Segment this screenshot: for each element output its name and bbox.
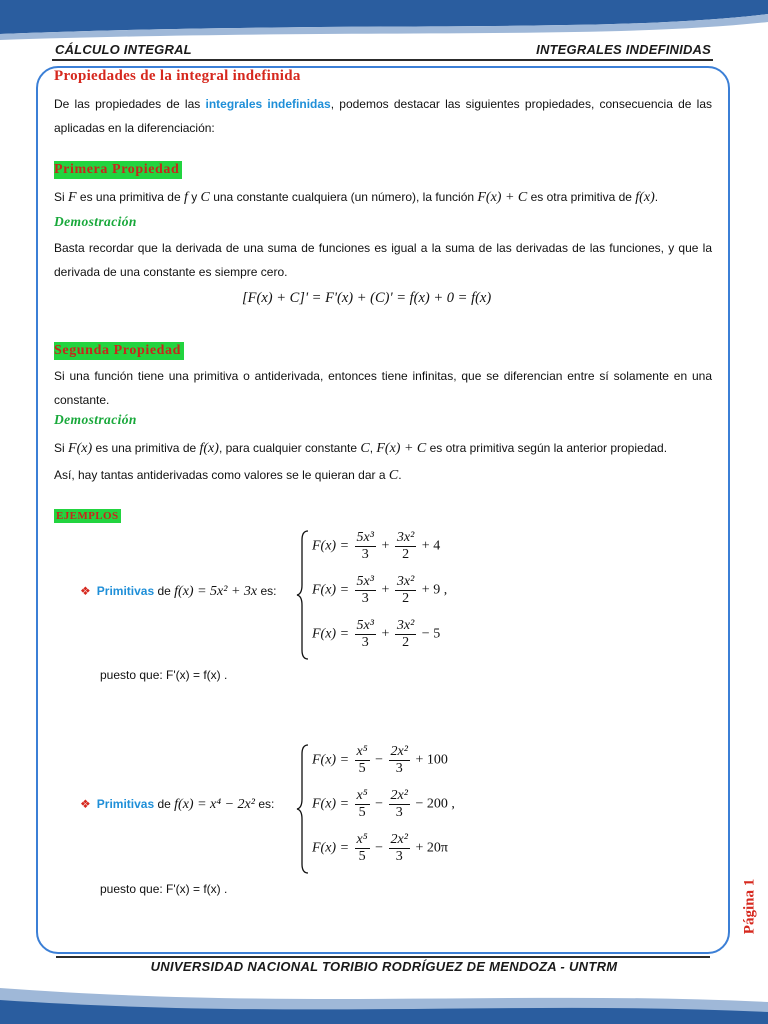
frac-num: x⁵ xyxy=(356,744,368,759)
example-2-brace xyxy=(296,744,310,874)
example-1-function: f(x) = 5x² + 3x xyxy=(174,584,258,599)
p1-math-fx: f(x) xyxy=(635,190,655,205)
example-1-de: de xyxy=(154,584,175,598)
frac-den: 3 xyxy=(395,849,403,864)
p1-math-F: F xyxy=(68,190,77,205)
intro-highlight: integrales indefinidas xyxy=(205,97,331,111)
p2-math-fx: f(x) xyxy=(199,441,219,456)
row-op: − xyxy=(375,752,384,768)
row-lhs: F(x) = xyxy=(312,796,350,812)
row-op: + xyxy=(381,538,390,554)
fraction xyxy=(355,530,376,563)
row-op: − xyxy=(375,840,384,856)
frac-den: 5 xyxy=(358,761,366,776)
frac-num: 3x² xyxy=(396,530,415,545)
row-op: + xyxy=(381,626,390,642)
p1-text-6: . xyxy=(654,190,659,204)
example-2-row xyxy=(312,744,448,777)
frac-den: 3 xyxy=(361,547,369,562)
frac-den: 2 xyxy=(402,635,410,650)
second-demo-line-1 xyxy=(54,436,712,461)
example-1-row xyxy=(312,618,440,651)
p1-text-4: una constante cualquiera (un número), la función xyxy=(209,190,478,204)
frac-den: 2 xyxy=(402,547,410,562)
intro-text-end: , podemos destacar las siguientes propiedades, consecuencia de las aplicadas en la diferenciación: xyxy=(54,97,712,135)
fraction xyxy=(389,744,410,777)
frac-num: 3x² xyxy=(396,574,415,589)
p2-math-Fx: F(x) xyxy=(68,441,93,456)
footer-wave-band xyxy=(0,980,768,1024)
p1-text-5: es otra primitiva de xyxy=(527,190,636,204)
fraction xyxy=(395,618,416,651)
fraction xyxy=(389,832,410,865)
example-2-keyword: Primitivas xyxy=(96,797,155,811)
example-1-es: es: xyxy=(257,584,277,598)
example-1-row xyxy=(312,574,447,607)
first-demo-equation: [F(x) + C]' = F'(x) + (C)' = f(x) + 0 = f(x) xyxy=(242,290,492,306)
row-lhs: F(x) = xyxy=(312,840,350,856)
second-demo-heading: Demostración xyxy=(54,412,137,427)
page-number-label: Página 1 xyxy=(741,878,758,935)
p2-math-FxC: F(x) + C xyxy=(376,441,427,456)
p2-text-6: Así, hay tantas antiderivadas como valores se le quieran dar a xyxy=(54,468,389,482)
p1-math-FxC: F(x) + C xyxy=(477,190,528,205)
first-demo-heading: Demostración xyxy=(54,214,137,229)
frac-num: 3x² xyxy=(396,618,415,633)
frac-num: x⁵ xyxy=(356,832,368,847)
fraction xyxy=(355,574,376,607)
p2-text-1: Si xyxy=(54,441,69,455)
row-tail: − 200 , xyxy=(415,796,455,812)
p2-text-4: , xyxy=(369,441,377,455)
fraction xyxy=(355,788,370,821)
p1-math-C: C xyxy=(200,190,210,205)
row-lhs: F(x) = xyxy=(312,538,350,554)
p2-math-C: C xyxy=(360,441,370,456)
row-tail: − 5 xyxy=(421,626,441,642)
frac-num: x⁵ xyxy=(356,788,368,803)
example-2-es: es: xyxy=(254,797,275,811)
row-lhs: F(x) = xyxy=(312,626,350,642)
frac-den: 2 xyxy=(402,591,410,606)
example-1-statement xyxy=(80,584,276,600)
example-2-system xyxy=(312,744,512,874)
example-2-row xyxy=(312,832,448,865)
examples-label: EJEMPLOS xyxy=(56,510,119,522)
intro-text-start: De las propiedades de las xyxy=(54,97,206,111)
p2-text-2: es una primitiva de xyxy=(92,441,200,455)
row-lhs: F(x) = xyxy=(312,582,350,598)
row-tail: + 100 xyxy=(415,752,448,768)
footer-rule xyxy=(56,956,710,958)
fraction xyxy=(395,574,416,607)
frac-den: 3 xyxy=(361,635,369,650)
example-2-statement xyxy=(80,797,274,813)
frac-num: 2x² xyxy=(390,788,408,803)
row-tail: + 9 , xyxy=(421,582,448,598)
row-lhs: F(x) = xyxy=(312,752,350,768)
frac-den: 3 xyxy=(361,591,369,606)
example-1-system xyxy=(312,530,512,660)
first-property-heading: Primera Propiedad xyxy=(54,161,182,179)
example-2-function: f(x) = x⁴ − 2x² xyxy=(174,797,255,812)
frac-num: 2x² xyxy=(390,744,408,759)
p1-text-3: y xyxy=(187,190,201,204)
example-1-since: puesto que: F'(x) = f(x) . xyxy=(100,668,228,682)
example-1-row xyxy=(312,530,440,563)
intro-paragraph xyxy=(54,92,712,140)
header-topic-title: INTEGRALES INDEFINIDAS xyxy=(536,42,711,57)
frac-den: 5 xyxy=(358,805,366,820)
page-number xyxy=(738,872,760,944)
frac-num: 2x² xyxy=(390,832,408,847)
frac-den: 5 xyxy=(358,849,366,864)
diamond-bullet-icon: ❖ xyxy=(80,584,91,598)
page-title: Propiedades de la integral indefinida xyxy=(54,68,301,84)
diamond-bullet-icon: ❖ xyxy=(80,797,91,811)
p2-text-5: es otra primitiva según la anterior propiedad. xyxy=(426,441,668,455)
example-2-since: puesto que: F'(x) = f(x) . xyxy=(100,882,228,896)
second-demo-line-2 xyxy=(54,463,712,488)
second-property-statement: Si una función tiene una primitiva o antiderivada, entonces tiene infinitas, que se diferencian entre sí solamente en una constante. xyxy=(54,369,712,407)
example-2-de: de xyxy=(154,797,175,811)
first-property-statement xyxy=(54,185,712,210)
frac-num: 5x³ xyxy=(356,530,374,545)
row-tail: + 20π xyxy=(415,840,448,856)
fraction xyxy=(355,618,376,651)
frac-num: 5x³ xyxy=(356,574,374,589)
frac-den: 3 xyxy=(395,761,403,776)
header-course-title: CÁLCULO INTEGRAL xyxy=(55,42,192,57)
fraction xyxy=(395,530,416,563)
row-tail: + 4 xyxy=(421,538,441,554)
p1-text-1: Si xyxy=(54,190,69,204)
fraction xyxy=(389,788,410,821)
row-op: − xyxy=(375,796,384,812)
example-1-brace xyxy=(296,530,310,660)
frac-den: 3 xyxy=(395,805,403,820)
p2-math-C-2: C xyxy=(388,468,399,483)
first-demo-text: Basta recordar que la derivada de una suma de funciones es igual a la suma de las derivadas de las funciones, y que la derivada de una constante es siempre cero. xyxy=(54,241,712,279)
example-1-keyword: Primitivas xyxy=(96,584,155,598)
fraction xyxy=(355,744,370,777)
p1-text-2: es una primitiva de xyxy=(76,190,184,204)
p2-text-3: , para cualquier constante xyxy=(218,441,361,455)
header-wave-band xyxy=(0,0,768,40)
fraction xyxy=(355,832,370,865)
footer-university: UNIVERSIDAD NACIONAL TORIBIO RODRÍGUEZ DE MENDOZA - UNTRM xyxy=(150,959,618,974)
frac-num: 5x³ xyxy=(356,618,374,633)
p1-math-f: f xyxy=(183,190,188,205)
row-op: + xyxy=(381,582,390,598)
example-2-row xyxy=(312,788,455,821)
second-property-heading: Segunda Propiedad xyxy=(54,342,184,360)
header-rule xyxy=(52,59,713,61)
p2-text-7: . xyxy=(398,468,402,482)
